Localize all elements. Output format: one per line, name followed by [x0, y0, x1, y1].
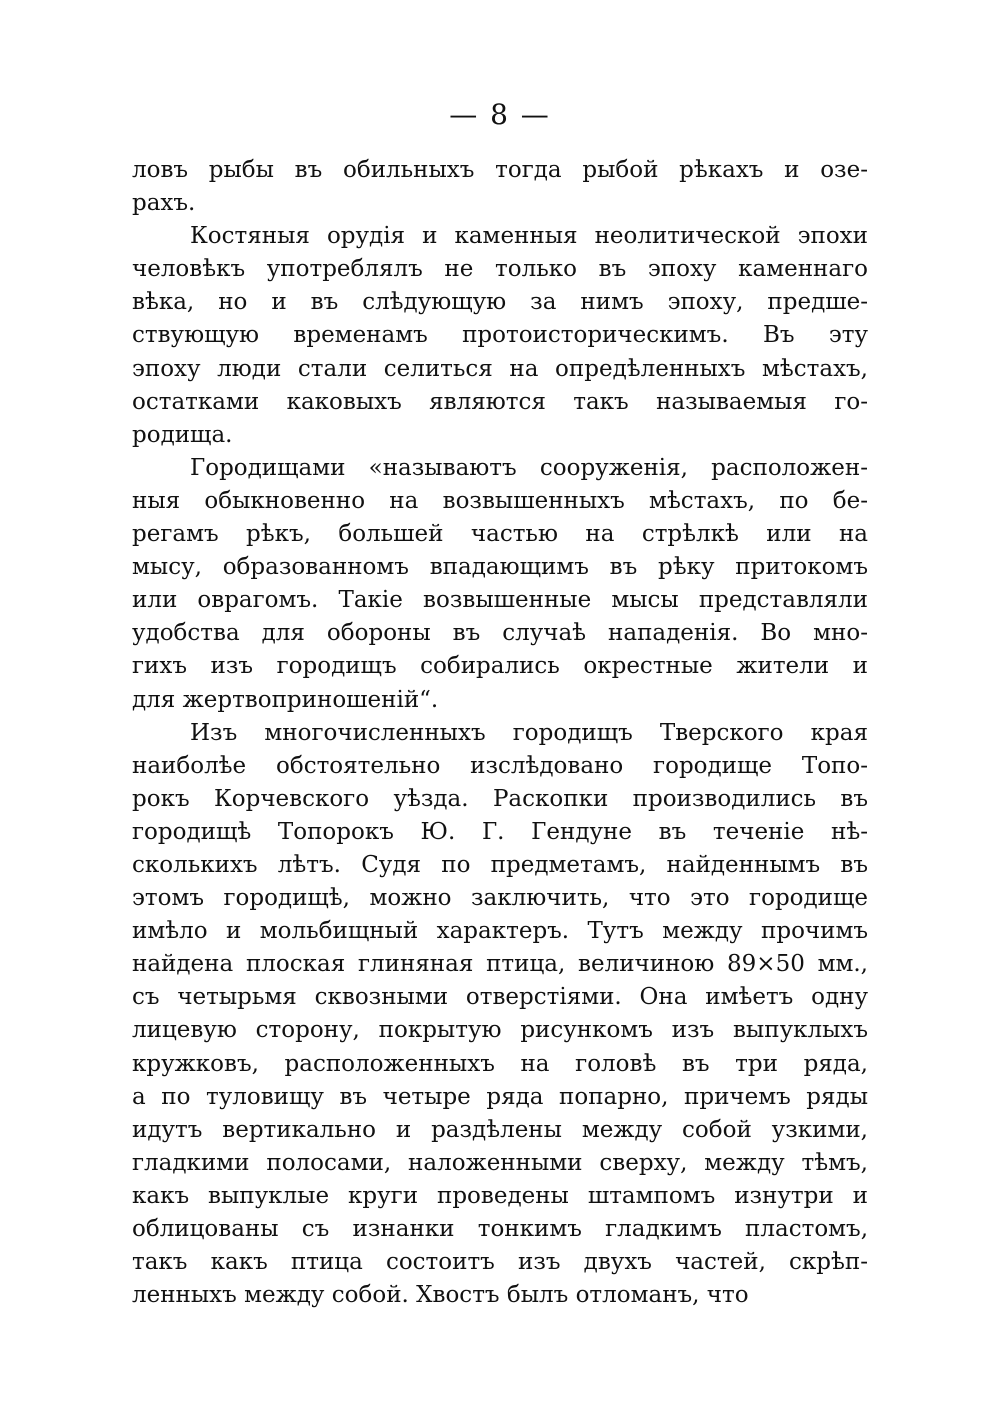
- text-line: гихъ изъ городищъ собирались окрестные жители и: [132, 653, 868, 680]
- text-line: а по туловищу въ четыре ряда попарно, причемъ ряды: [132, 1083, 868, 1110]
- text-line: или оврагомъ. Такіе возвышенные мысы представляли: [132, 587, 868, 614]
- text-line: ныя обыкновенно на возвышенныхъ мѣстахъ, по бе-: [132, 487, 868, 514]
- text-line: человѣкъ употреблялъ не только въ эпоху каменнаго: [132, 256, 868, 283]
- text-line: удобства для обороны въ случаѣ нападенія. Во мно-: [132, 620, 868, 647]
- body-text: [132, 154, 868, 1312]
- text-line: ствующую временамъ протоисторическимъ. Въ эту: [132, 322, 868, 349]
- paragraph: [132, 452, 868, 717]
- text-line: какъ выпуклые круги проведены штампомъ изнутри и: [132, 1182, 868, 1209]
- text-line: рокъ Корчевского уѣзда. Раскопки производились въ: [132, 785, 868, 812]
- text-line: для жертвоприношеній“.: [132, 686, 439, 713]
- text-line: съ четырьмя сквозными отверстіями. Она имѣетъ одну: [132, 984, 868, 1011]
- text-line: имѣло и мольбищный характеръ. Тутъ между прочимъ: [132, 918, 868, 945]
- text-line: этомъ городищѣ, можно заключить, что это городище: [132, 885, 868, 912]
- text-line: сколькихъ лѣтъ. Судя по предметамъ, найденнымъ въ: [132, 851, 868, 878]
- text-line: Изъ многочисленныхъ городищъ Тверского края: [190, 719, 868, 746]
- text-line: остатками каковыхъ являются такъ называемыя го-: [132, 388, 868, 415]
- text-line: наиболѣе обстоятельно изслѣдовано городище Топо-: [132, 752, 868, 779]
- text-line: рахъ.: [132, 190, 196, 217]
- text-line: такъ какъ птица состоитъ изъ двухъ частей, скрѣп-: [132, 1249, 868, 1276]
- text-line: кружковъ, расположенныхъ на головѣ въ три ряда,: [132, 1050, 868, 1077]
- text-line: найдена плоская глиняная птица, величиною 89×50 мм.,: [132, 951, 868, 978]
- text-line: Городищами «называютъ сооруженія, расположен-: [190, 454, 868, 481]
- text-line: регамъ рѣкъ, большей частью на стрѣлкѣ или на: [132, 521, 868, 548]
- text-line: родища.: [132, 421, 233, 448]
- text-line: гладкими полосами, наложенными сверху, между тѣмъ,: [132, 1149, 868, 1176]
- text-line: эпоху люди стали селиться на опредѣленныхъ мѣстахъ,: [132, 355, 868, 382]
- text-line: ловъ рыбы въ обильныхъ тогда рыбой рѣкахъ и озе-: [132, 157, 868, 183]
- paragraph: [132, 717, 868, 1313]
- paragraph: [132, 154, 868, 220]
- text-line: облицованы съ изнанки тонкимъ гладкимъ пластомъ,: [132, 1216, 868, 1242]
- text-line: городищѣ Топорокъ Ю. Г. Гендуне въ теченіе нѣ-: [132, 818, 868, 845]
- paragraph: [132, 220, 868, 452]
- text-line: ленныхъ между собой. Хвостъ былъ отломанъ, что: [132, 1282, 749, 1309]
- text-line: идутъ вертикально и раздѣлены между собой узкими,: [132, 1116, 868, 1143]
- text-line: Костяныя орудія и каменныя неолитической эпохи: [190, 223, 868, 250]
- text-line: мысу, образованномъ впадающимъ въ рѣку притокомъ: [132, 554, 868, 581]
- text-line: лицевую сторону, покрытую рисункомъ изъ выпуклыхъ: [132, 1017, 868, 1044]
- text-line: вѣка, но и въ слѣдующую за нимъ эпоху, предше-: [132, 289, 868, 316]
- page-number: — 8 —: [449, 98, 551, 131]
